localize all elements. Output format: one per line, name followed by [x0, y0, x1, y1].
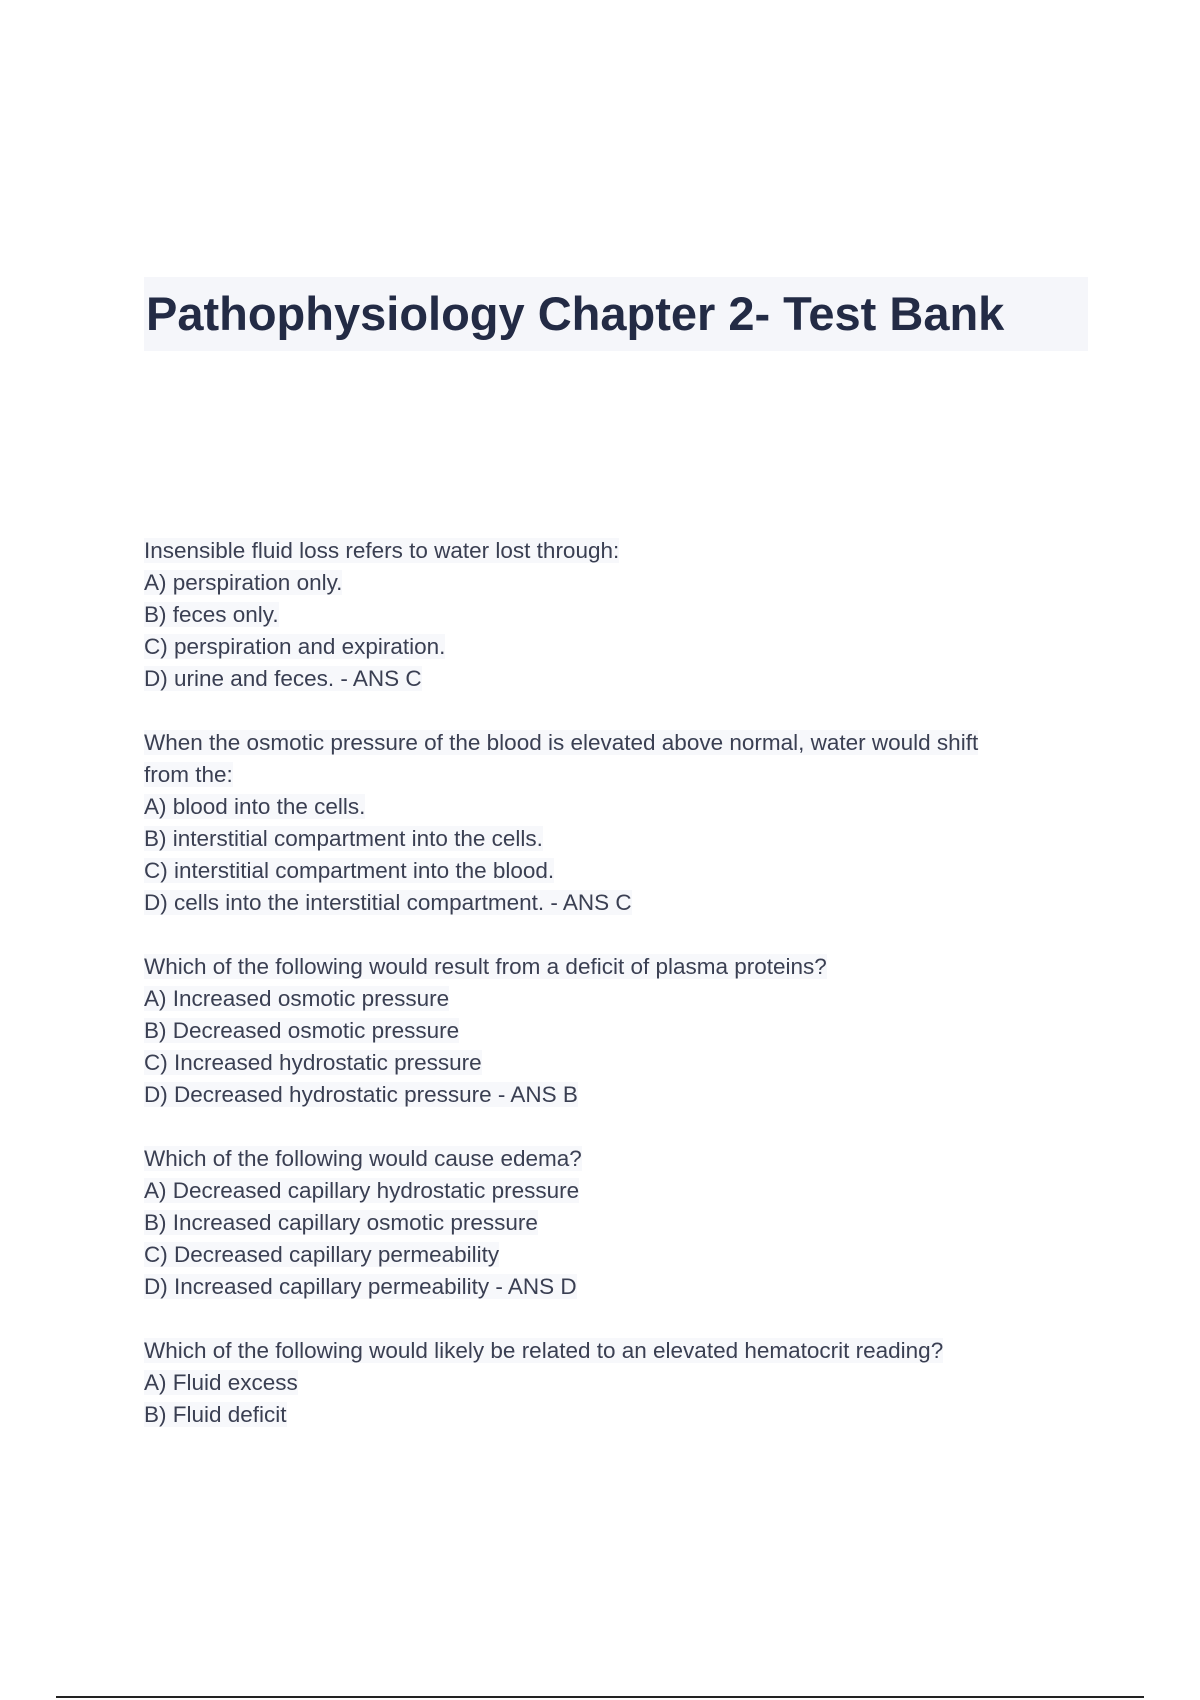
question-stem: Insensible fluid loss refers to water lost through:: [144, 538, 620, 563]
question-stem: When the osmotic pressure of the blood is elevated above normal, water would shift: [144, 730, 979, 755]
page-bottom-rule: [56, 1696, 1144, 1698]
question-4: [144, 1143, 1088, 1303]
answer-option: B) feces only.: [144, 602, 279, 627]
question-1: [144, 535, 1088, 695]
question-list: [144, 535, 1088, 1463]
question-stem-continued: from the:: [144, 762, 233, 787]
question-stem: Which of the following would cause edema?: [144, 1146, 582, 1171]
answer-option: D) cells into the interstitial compartment. - ANS C: [144, 890, 632, 915]
question-2: [144, 727, 1088, 919]
answer-option: D) Decreased hydrostatic pressure - ANS B: [144, 1082, 578, 1107]
answer-option: C) Increased hydrostatic pressure: [144, 1050, 482, 1075]
page-title: Pathophysiology Chapter 2- Test Bank: [146, 287, 1005, 340]
answer-option: B) Increased capillary osmotic pressure: [144, 1210, 538, 1235]
title-block: [144, 277, 1088, 351]
answer-option: A) Increased osmotic pressure: [144, 986, 450, 1011]
question-5: [144, 1335, 1088, 1431]
question-3: [144, 951, 1088, 1111]
answer-option: D) urine and feces. - ANS C: [144, 666, 422, 691]
answer-option: C) interstitial compartment into the blood.: [144, 858, 555, 883]
question-stem: Which of the following would likely be related to an elevated hematocrit reading?: [144, 1338, 944, 1363]
question-stem: Which of the following would result from a deficit of plasma proteins?: [144, 954, 827, 979]
answer-option: D) Increased capillary permeability - ANS D: [144, 1274, 577, 1299]
answer-option: A) blood into the cells.: [144, 794, 366, 819]
answer-option: B) Decreased osmotic pressure: [144, 1018, 460, 1043]
answer-option: C) perspiration and expiration.: [144, 634, 446, 659]
answer-option: C) Decreased capillary permeability: [144, 1242, 500, 1267]
answer-option: A) Fluid excess: [144, 1370, 298, 1395]
answer-option: A) perspiration only.: [144, 570, 343, 595]
answer-option: A) Decreased capillary hydrostatic pressure: [144, 1178, 580, 1203]
answer-option: B) interstitial compartment into the cells.: [144, 826, 543, 851]
answer-option: B) Fluid deficit: [144, 1402, 287, 1427]
